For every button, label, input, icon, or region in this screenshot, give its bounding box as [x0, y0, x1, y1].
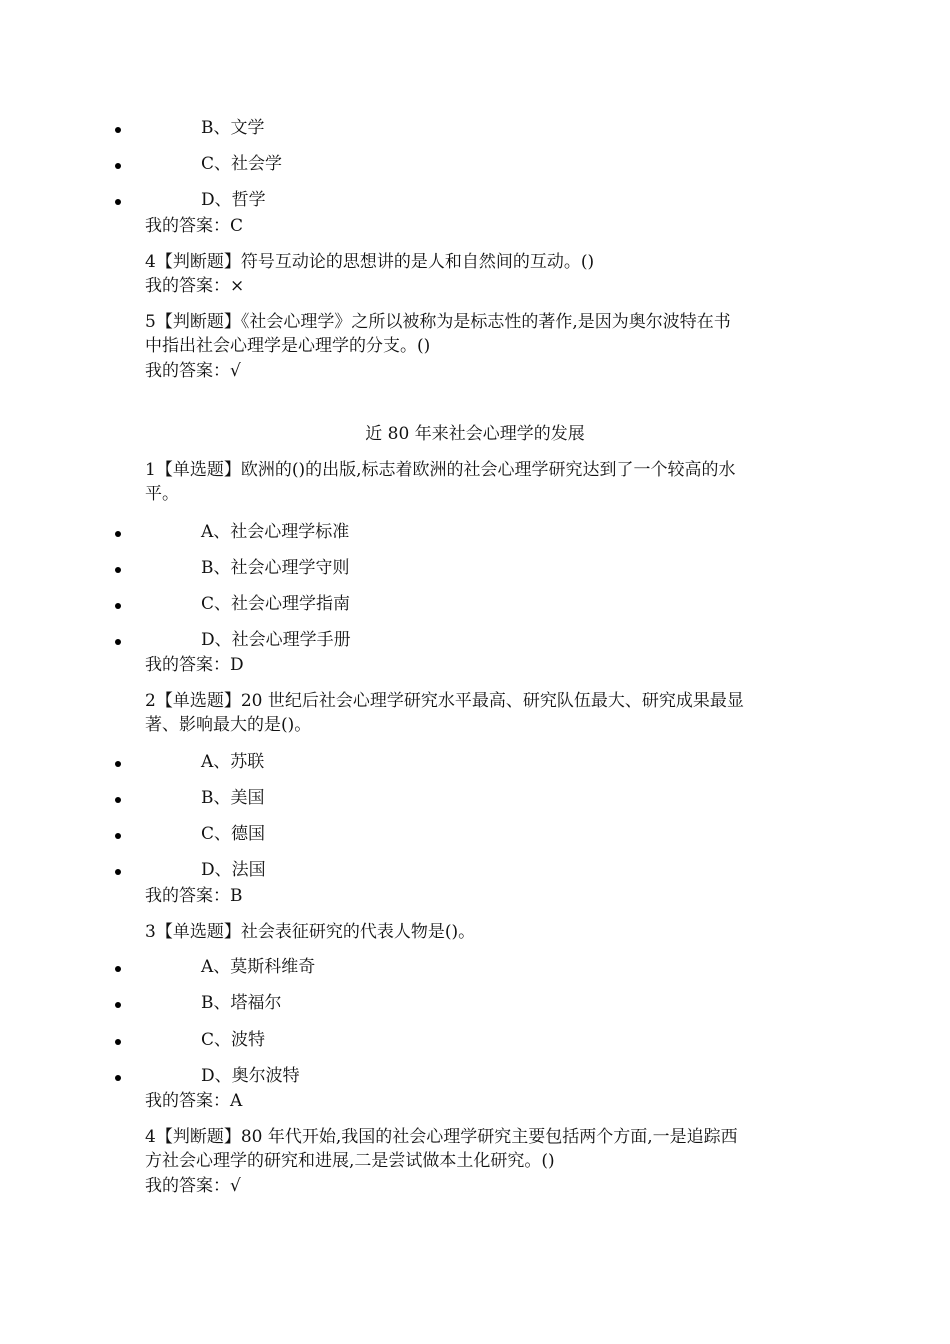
bullet-icon	[115, 1039, 121, 1045]
bullet-icon	[115, 1002, 121, 1008]
option-item	[115, 750, 815, 774]
bullet-icon	[115, 869, 121, 875]
bullet-icon	[115, 199, 121, 205]
bullet-icon	[115, 531, 121, 537]
my-answer: 我的答案：D	[145, 655, 244, 675]
bullet-icon	[115, 1075, 121, 1081]
question-line: 方社会心理学的研究和进展,二是尝试做本土化研究。()	[145, 1151, 555, 1171]
option-text: D、社会心理学手册	[201, 630, 351, 650]
option-item	[115, 116, 815, 140]
question-line: 平。	[145, 484, 179, 504]
option-text: C、社会学	[201, 154, 283, 174]
question-text	[145, 310, 815, 358]
bullet-icon	[115, 966, 121, 972]
option-item	[115, 991, 815, 1015]
question-text	[145, 1125, 815, 1173]
option-text: C、社会心理学指南	[201, 594, 351, 614]
bullet-icon	[115, 797, 121, 803]
option-item	[115, 858, 815, 882]
option-text: C、波特	[201, 1030, 266, 1050]
option-item	[115, 556, 815, 580]
option-item	[115, 955, 815, 979]
question-text	[145, 689, 815, 737]
my-answer: 我的答案：×	[145, 276, 245, 296]
option-text: C、德国	[201, 824, 266, 844]
option-text: A、莫斯科维奇	[201, 957, 316, 977]
option-item	[115, 152, 815, 176]
my-answer: 我的答案：B	[145, 886, 243, 906]
option-text: B、美国	[201, 788, 265, 808]
bullet-icon	[115, 761, 121, 767]
my-answer: 我的答案：√	[145, 361, 241, 381]
bullet-icon	[115, 127, 121, 133]
question-line: 1【单选题】欧洲的()的出版,标志着欧洲的社会心理学研究达到了一个较高的水	[145, 460, 736, 480]
option-text: D、哲学	[201, 190, 266, 210]
question-line: 著、影响最大的是()。	[145, 715, 312, 735]
my-answer: 我的答案：A	[145, 1091, 243, 1111]
option-item	[115, 786, 815, 810]
option-text: D、法国	[201, 860, 266, 880]
section-title: 近 80 年来社会心理学的发展	[365, 424, 585, 444]
my-answer: 我的答案：C	[145, 216, 244, 236]
option-item	[115, 520, 815, 544]
question-text	[145, 458, 815, 506]
bullet-icon	[115, 833, 121, 839]
option-item	[115, 188, 815, 212]
bullet-icon	[115, 567, 121, 573]
question-line: 中指出社会心理学是心理学的分支。()	[145, 336, 431, 356]
option-item	[115, 628, 815, 652]
bullet-icon	[115, 639, 121, 645]
my-answer: 我的答案：√	[145, 1176, 241, 1196]
option-text: B、社会心理学守则	[201, 558, 350, 578]
option-text: A、社会心理学标准	[201, 522, 350, 542]
question-text: 3【单选题】社会表征研究的代表人物是()。	[145, 922, 476, 942]
option-text: A、苏联	[201, 752, 265, 772]
question-line: 2【单选题】20 世纪后社会心理学研究水平最高、研究队伍最大、研究成果最显	[145, 691, 744, 711]
bullet-icon	[115, 603, 121, 609]
question-text: 4【判断题】符号互动论的思想讲的是人和自然间的互动。()	[145, 252, 595, 272]
option-item	[115, 1064, 815, 1088]
option-item	[115, 822, 815, 846]
option-text: D、奥尔波特	[201, 1066, 300, 1086]
bullet-icon	[115, 163, 121, 169]
question-line: 5【判断题】《社会心理学》之所以被称为是标志性的著作,是因为奥尔波特在书	[145, 312, 731, 332]
option-text: B、文学	[201, 118, 265, 138]
option-text: B、塔福尔	[201, 993, 282, 1013]
option-item	[115, 1028, 815, 1052]
question-line: 4【判断题】80 年代开始,我国的社会心理学研究主要包括两个方面,一是追踪西	[145, 1127, 738, 1147]
option-item	[115, 592, 815, 616]
